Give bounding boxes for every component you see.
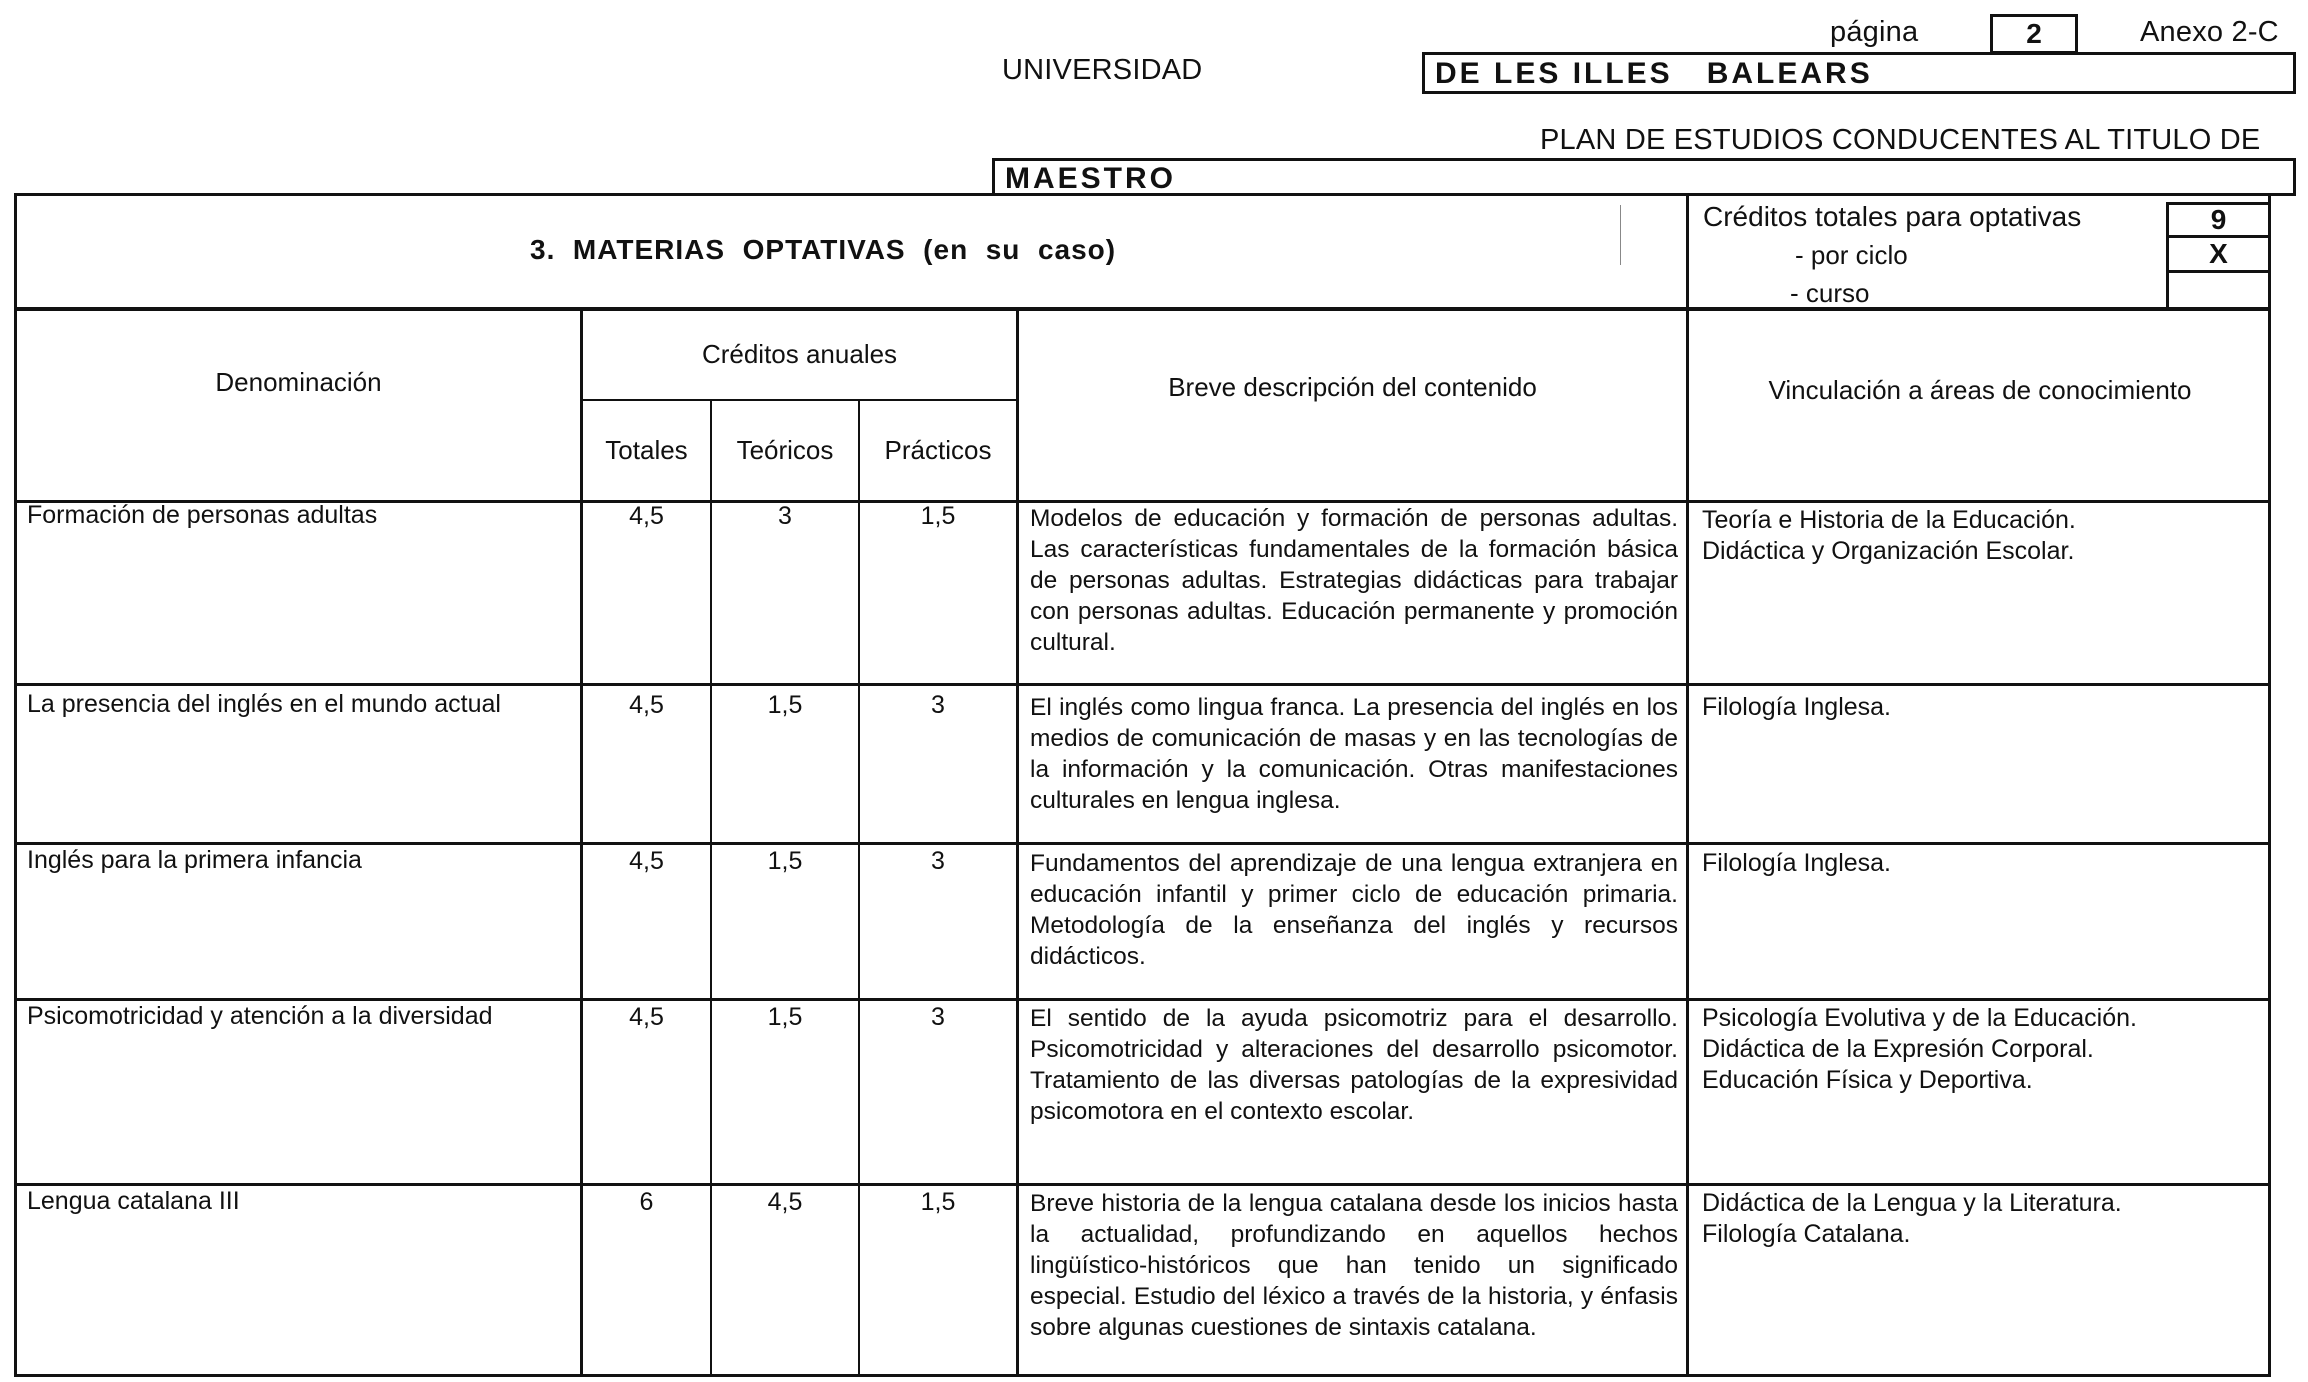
vinculacion-line: Psicología Evolutiva y de la Educación. (1702, 1004, 2137, 1032)
denominacion-cell: Formación de personas adultas (27, 501, 378, 529)
descripcion-cell: El sentido de la ayuda psicomotriz para el desarrollo. Psicomotricidad y alteraciones del desarrollo psicomotor. Tratamiento de las diversas patologías de la expresividad psicomotora en el contexto escolar. (1030, 1005, 1678, 1125)
descripcion-cell: Fundamentos del aprendizaje de una lengua extranjera en educación infantil y primer ciclo de educación primaria. Metodología de la enseñanza del inglés y recursos didácticos. (1030, 850, 1678, 970)
titulo-value: MAESTRO (1005, 162, 1176, 195)
totales-cell: 4,5 (629, 691, 664, 719)
denominacion-cell: Psicomotricidad y atención a la diversidad (27, 1002, 493, 1030)
col-header-teoricos: Teóricos (736, 435, 834, 465)
vinculacion-line: Didáctica y Organización Escolar. (1702, 537, 2075, 565)
totales-cell: 4,5 (629, 502, 664, 530)
curso-box (2166, 270, 2271, 311)
col-header-practicos: Prácticos (884, 435, 992, 465)
section-title: 3. MATERIAS OPTATIVAS (en su caso) (530, 234, 1117, 265)
denominacion-cell: Inglés para la primera infancia (27, 846, 362, 874)
col-header-creditos-anuales: Créditos anuales (701, 339, 898, 369)
por-ciclo-value: X (2209, 238, 2228, 269)
teoricos-cell: 1,5 (767, 1003, 803, 1031)
teoricos-cell: 3 (778, 502, 792, 530)
creditos-totales-label: Créditos totales para optativas (1703, 201, 2082, 232)
universidad-box (1422, 52, 2296, 94)
col-header-totales: Totales (605, 435, 688, 465)
vinculacion-line: Filología Inglesa. (1702, 693, 1892, 721)
vinculacion-cell (1702, 505, 2262, 567)
col-header-vinculacion: Vinculación a áreas de conocimiento (1768, 374, 2192, 405)
pagina-number: 2 (2026, 18, 2042, 49)
totales-cell: 6 (639, 1188, 654, 1216)
vinculacion-cell (1702, 692, 2262, 723)
descripcion-cell: El inglés como lingua franca. La presencia del inglés en los medios de comunicación de masas y en las tecnologías de la información y la comunicación. Otras manifestaciones culturales en lengua inglesa. (1030, 694, 1678, 814)
vinculacion-line: Educación Física y Deportiva. (1702, 1066, 2033, 1094)
practicos-cell: 3 (931, 1003, 945, 1031)
col-header-denominacion: Denominación (215, 366, 382, 397)
universidad-value: DE LES ILLES BALEARS (1435, 57, 1873, 90)
pagina-number-box (1990, 14, 2078, 54)
practicos-cell: 3 (931, 847, 945, 875)
teoricos-cell: 1,5 (767, 691, 803, 719)
practicos-cell: 1,5 (920, 502, 956, 530)
titulo-box (992, 158, 2296, 196)
teoricos-cell: 1,5 (767, 847, 803, 875)
curso-label: - curso (1790, 278, 1870, 308)
descripcion-cell: Modelos de educación y formación de personas adultas. Las características fundamentales de la formación básica de personas adultas. Estrategias didácticas para trabajar con personas adultas. Educación permanente y promoción cultural. (1030, 505, 1678, 656)
descripcion-cell: Breve historia de la lengua catalana desde los inicios hasta la actualidad, profundizando en aquellos hechos lingüístico-históricos que han tenido un significado especial. Estudio del léxico a través de la historia, y énfasis sobre algunas cuestiones de sintaxis catalana. (1030, 1190, 1678, 1341)
vinculacion-line: Teoría e Historia de la Educación. (1702, 506, 2076, 534)
plan-label: PLAN DE ESTUDIOS CONDUCENTES AL TITULO DE (1540, 124, 2261, 156)
creditos-value-box (2166, 202, 2271, 238)
denominacion-cell: La presencia del inglés en el mundo actual (27, 690, 501, 718)
col-header-descripcion: Breve descripción del contenido (1168, 372, 1537, 402)
vinculacion-line: Didáctica de la Expresión Corporal. (1702, 1035, 2094, 1063)
totales-cell: 4,5 (629, 1003, 664, 1031)
vinculacion-line: Filología Catalana. (1702, 1220, 1911, 1248)
anexo-label: Anexo 2-C (2140, 16, 2279, 48)
totales-cell: 4,5 (629, 847, 664, 875)
vinculacion-cell (1702, 1003, 2262, 1096)
denominacion-cell: Lengua catalana III (27, 1187, 240, 1215)
por-ciclo-box (2166, 235, 2271, 273)
pagina-label: página (1830, 16, 1919, 48)
vinculacion-line: Didáctica de la Lengua y la Literatura. (1702, 1189, 2122, 1217)
vinculacion-cell (1702, 848, 2262, 879)
practicos-cell: 1,5 (920, 1188, 956, 1216)
vinculacion-cell (1702, 1188, 2262, 1250)
practicos-cell: 3 (931, 691, 945, 719)
vinculacion-line: Filología Inglesa. (1702, 849, 1892, 877)
universidad-label: UNIVERSIDAD (1002, 54, 1203, 86)
por-ciclo-label: - por ciclo (1795, 240, 1908, 270)
teoricos-cell: 4,5 (767, 1188, 803, 1216)
creditos-value: 9 (2210, 204, 2227, 235)
